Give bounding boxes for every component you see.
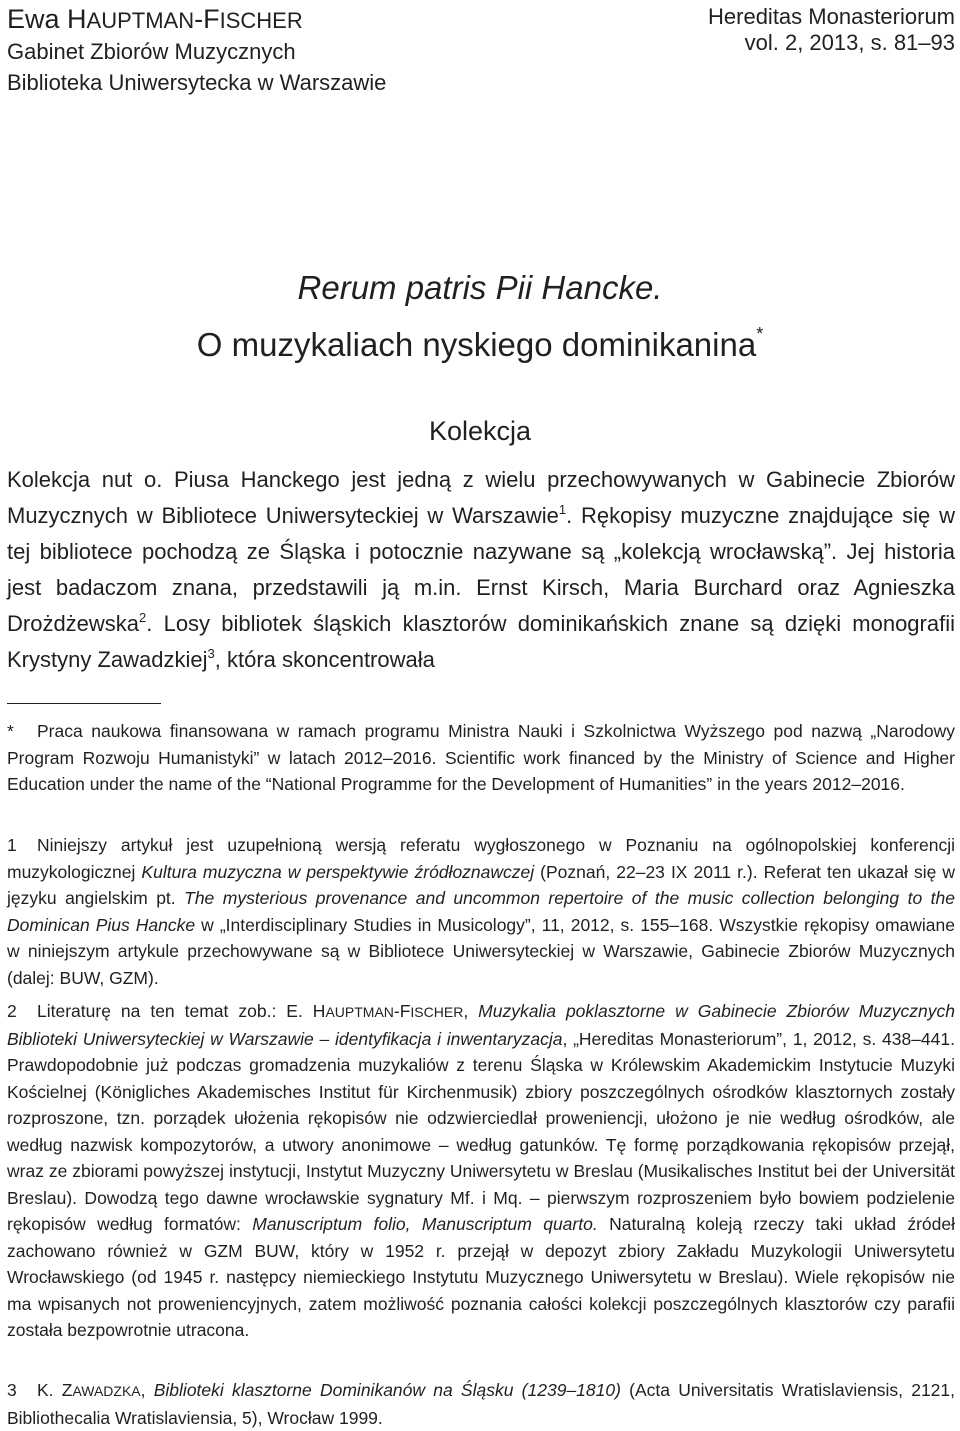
title-footnote-mark: *: [756, 324, 764, 344]
footnote-2-italic-2: Manuscriptum folio, Manuscriptum quarto.: [252, 1214, 598, 1234]
footnote-3-text-b: ,: [140, 1380, 154, 1400]
journal-volume: vol. 2, 2013, s. 81–93: [744, 30, 955, 55]
footnote-separator: [7, 703, 161, 704]
footnote-2-mark: 2: [7, 1001, 17, 1021]
affiliation-line-1: Gabinet Zbiorów Muzycznych: [7, 39, 296, 64]
footnote-3-text-c: (Acta Universitatis Wratislaviensis, 2121, Bibliothecalia Wratislaviensia, 5), Wrocław 1999.: [7, 1380, 955, 1428]
title-line-1: Rerum patris Pii Hancke.: [297, 269, 663, 306]
body-text-d: , która skoncentrowała: [214, 647, 435, 672]
footnote-1-italic-1: Kultura muzyczna w perspektywie źródłoznawczej: [141, 861, 535, 882]
footnote-1-mark: 1: [7, 835, 17, 855]
author-small-caps-2: ISCHER: [219, 8, 303, 33]
author-name: [7, 4, 386, 36]
footnote-2-text-d: Naturalną koleją rzeczy taki układ źródeł zachowano również w GZM BUW, który w 1952 r. przejął w depozyt zbiory Zakładu Muzykologii Uniwersytetu Wrocławskiego (od 1945 r. następcy niemieckiego Instytutu Muzycznego Uniwersytetu w Breslau). Wiele rękopisów nie ma wpisanych not proweniencyjnych, zatem możliwość poznania całości kolekcji poszczególnych klasztorów czy parafii została bezpowrotnie utracona.: [7, 1214, 955, 1340]
footnote-star-text: Praca naukowa finansowana w ramach programu Ministra Nauki i Szkolnictwa Wyższego pod nazwą „Narodowy Program Rozwoju Humanistyki” w latach 2012–2016. Scientific work financed by the Ministry of Science and Higher Education under the name of the “National Programme for the Development of Humanities” in the years 2012–2016.: [7, 721, 955, 794]
footnote-1: [7, 832, 955, 991]
author-first: Ewa H: [7, 4, 87, 34]
footnote-ref-1: 1: [558, 502, 567, 517]
footnote-1-text-b: (Poznań, 22–23 IX 2011 r.). Referat ten ukazał się w języku angielskim pt.: [7, 861, 956, 908]
footnote-2-small-caps-2: ISCHER: [410, 1004, 464, 1020]
header-right: [708, 4, 955, 56]
section-heading: Kolekcja: [428, 416, 532, 446]
footnote-ref-2: 2: [139, 610, 147, 625]
footnote-2-small-caps-1: AUPTMAN: [325, 1004, 394, 1020]
footnote-3-text-a: K. Z: [37, 1380, 73, 1400]
footnote-1-italic-2: The mysterious provenance and uncommon repertoire of the music collection belonging to the Dominican Pius Hancke: [7, 888, 955, 935]
footnote-3-small-caps: AWADZKA: [72, 1383, 141, 1399]
footnote-3: [7, 1377, 955, 1431]
footnote-star: [7, 718, 955, 798]
footnote-2-italic-1: Muzykalia poklasztorne w Gabinecie Zbiorów Muzycznych Biblioteki Uniwersyteckiej w Warszawie – identyfikacja i inwentaryzacja: [7, 1001, 956, 1049]
footnote-1-text-c: w „Interdisciplinary Studies in Musicology”, 11, 2012, s. 155–168. Wszystkie rękopisy omawiane w niniejszym artykule przechowywane są w Bibliotece Uniwersyteckiej w Warszawie, Gabinecie Zbiorów Muzycznych (dalej: BUW, GZM).: [7, 914, 955, 988]
footnote-2: [7, 998, 955, 1344]
body-paragraph: [7, 462, 955, 678]
affiliation-line-2: Biblioteka Uniwersytecka w Warszawie: [7, 70, 387, 95]
author-mid: -F: [194, 4, 220, 34]
body-text-a: Kolekcja nut o. Piusa Hanckego jest jedną z wielu przechowywanych w Gabinecie Zbiorów Muzycznych w Bibliotece Uniwersyteckiej w Warszawie: [7, 467, 955, 528]
title-line-2: O muzykaliach nyskiego dominikanina: [196, 326, 757, 363]
article-title: [0, 264, 960, 368]
footnote-3-mark: 3: [7, 1380, 17, 1400]
footnote-ref-3: 3: [207, 646, 215, 661]
footnote-2-text-c: , „Hereditas Monasteriorum”, 1, 2012, s. 438–441. Prawdopodobnie już podczas gromadzenia muzykaliów z terenu Śląska w Królewskim Akademickim Instytucie Muzyki Kościelnej (Königliches Akademisches Institut für Kirchenmusik) zbiory poszczególnych ośrodków klasztornych zostały rozproszone, tzn. porządek ułożenia rękopisów nie odzwierciedlał proweniencji, ułożono je nie według ośrodków, ale według nazwisk kompozytorów, a utwory anonimowe – według gatunków. Tę formę porządkowania rękopisów przejął, wraz ze zbiorami powyższej instytucji, Instytut Muzyczny Uniwersytetu w Breslau (Musikalisches Institut bei der Universität Breslau). Dowodzą tego dawne wrocławskie sygnatury Mf. i Mq. – pierwszym rozproszeniem było bowiem podzielenie rękopisów według formatów:: [7, 1028, 955, 1234]
footnote-star-mark: *: [7, 721, 14, 741]
footnote-2-text-b: ,: [463, 1001, 479, 1021]
footnote-3-italic: Biblioteki klasztorne Dominikanów na Śląsku (1239–1810): [153, 1380, 621, 1400]
footnote-2-mid: -F: [393, 1001, 411, 1021]
body-text-b: . Rękopisy muzyczne znajdujące się w tej bibliotece pochodzą ze Śląska i potocznie nazywane są „kolekcją wrocławską”. Jej historia jest badaczom znana, przedstawili ją m.in. Ernst Kirsch, Maria Burchard oraz Agnieszka Drożdżewska: [7, 503, 955, 636]
journal-name: Hereditas Monasteriorum: [708, 4, 955, 29]
footnote-1-text-a: Niniejszy artykuł jest uzupełnioną wersją referatu wygłoszonego w Poznaniu na ogólnopolskiej konferencji muzykologicznej: [7, 835, 955, 882]
body-text-c: . Losy bibliotek śląskich klasztorów dominikańskich znane są dzięki monografii Krystyny Zawadzkiej: [7, 611, 955, 672]
header-left: [7, 4, 386, 98]
footnote-2-text-a: Literaturę na ten temat zob.: E. H: [37, 1001, 326, 1021]
author-small-caps-1: AUPTMAN: [86, 8, 195, 33]
